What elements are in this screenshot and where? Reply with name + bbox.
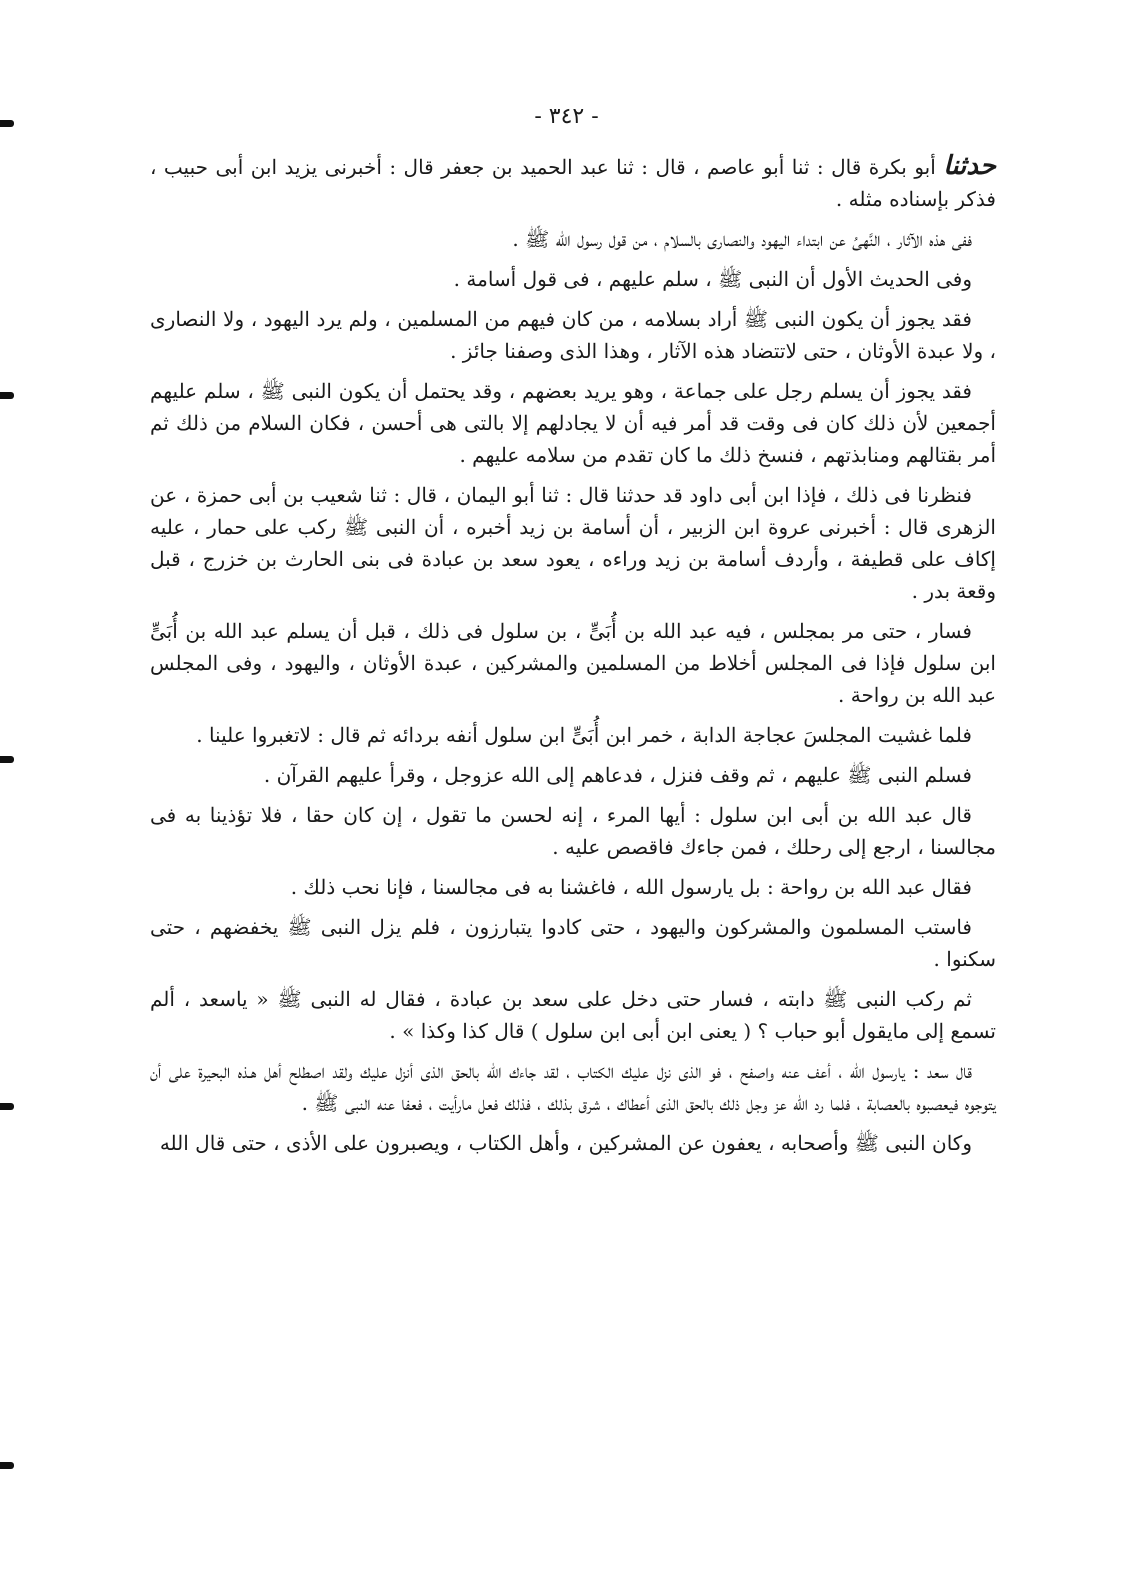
paragraph-text: فاستب المسلمون والمشركون واليهود ، حتى كادوا يتبارزون ، فلم يزل النبى ﷺ يخفضهم ، حتى سكنوا . [150, 915, 996, 971]
paragraph-text: فقد يجوز أن يكون النبى ﷺ أراد بسلامه ، من كان فيهم من المسلمين ، ولم يرد اليهود ، ولا النصارى ، ولا عبدة الأوثان ، حتى لاتتضاد هذه الآثار ، وهذا الذى وصفنا جائز . [150, 307, 996, 363]
paragraph [150, 479, 996, 607]
paragraph [150, 615, 996, 711]
paragraph-text: وفى الحديث الأول أن النبى ﷺ ، سلم عليهم ، فى قول أسامة . [453, 267, 972, 291]
paragraph-text: وكان النبى ﷺ وأصحابه ، يعفون عن المشركين ، وأهل الكتاب ، ويصبرون على الأذى ، حتى قال الله [159, 1131, 972, 1155]
paragraph [150, 911, 996, 975]
paragraph [150, 303, 996, 367]
paragraph [150, 375, 996, 471]
paragraph [150, 759, 996, 791]
paragraph-lead: حدثنا [943, 151, 996, 181]
edge-mark [0, 756, 14, 763]
edge-mark [0, 392, 14, 399]
paragraph [150, 1055, 996, 1119]
paragraph [150, 263, 996, 295]
paragraph [150, 799, 996, 863]
paragraph-text: ففى هذه الآثار ، النَّهىُ عن ابتداء اليهود والنصارى بالسلام ، من قول رسول الله ﷺ . [512, 227, 972, 251]
paragraph [150, 150, 996, 215]
paragraph-text: فقال عبد الله بن رواحة : بل يارسول الله ، فاغشنا به فى مجالسنا ، فإنا نحب ذلك . [290, 875, 972, 899]
paragraph-text: ثم ركب النبى ﷺ دابته ، فسار حتى دخل على سعد بن عبادة ، فقال له النبى ﷺ « ياسعد ، ألم تسمع إلى مايقول أبو حباب ؟ ( يعنى ابن أبى ابن سلول ) قال كذا وكذا » . [150, 987, 996, 1043]
edge-mark [0, 1103, 14, 1110]
paragraph-text: فسار ، حتى مر بمجلس ، فيه عبد الله بن أُبَىٍّ ، بن سلول فى ذلك ، قبل أن يسلم عبد الله بن أُبَىٍّ ابن سلول فإذا فى المجلس أخلاط من المسلمين والمشركين ، عبدة الأوثان ، واليهود ، وفى المجلس عبد الله بن رواحة . [150, 619, 996, 707]
paragraph [150, 983, 996, 1047]
paragraph [150, 1127, 996, 1159]
paragraph-text: فلما غشيت المجلسَ عجاجة الدابة ، خمر ابن أُبَىٍّ ابن سلول أنفه بردائه ثم قال : لاتغبروا علينا . [196, 723, 972, 747]
paragraph-text: فسلم النبى ﷺ عليهم ، ثم وقف فنزل ، فدعاهم إلى الله عزوجل ، وقرأ عليهم القرآن . [263, 763, 972, 787]
edge-mark [0, 1462, 14, 1469]
paragraph-text: قال سعد : يارسول الله ، أعف عنه واصفح ، فو الذى نزل عليك الكتاب ، لقد جاءك الله بالحق الذى أنزل عليك ولقد اصطلح أهل هـذه البحيرة على أن يتوجوه فيعصبوه بالعصابة ، فلما رد الله عز وجل ذلك بالحق الذى أعطاك ، شرق بذلك ، فذلك فعل مارأيت ، فعفا عنه النبى ﷺ . [150, 1059, 996, 1115]
paragraph-text: أبو بكرة قال : ثنا أبو عاصم ، قال : ثنا عبد الحميد بن جعفر قال : أخبرنى يزيد ابن أبى حبيب ، فذكر بإسناده مثله . [150, 155, 996, 211]
paragraph-text: فقد يجوز أن يسلم رجل على جماعة ، وهو يريد بعضهم ، وقد يحتمل أن يكون النبى ﷺ ، سلم عليهم أجمعين لأن ذلك كان فى وقت قد أمر فيه أن لا يجادلهم إلا بالتى هى أحسن ، فكان السلام من ذلك ثم أمر بقتالهم ومنابذتهم ، فنسخ ذلك ما كان تقدم من سلامه عليهم . [150, 379, 996, 467]
paragraph [150, 719, 996, 751]
paragraph [150, 871, 996, 903]
paragraph [150, 223, 996, 255]
page-number: - ٣٤٢ - [534, 104, 599, 129]
paragraph-text: قال عبد الله بن أبى ابن سلول : أيها المرء ، إنه لحسن ما تقول ، إن كان حقا ، فلا تؤذينا به فى مجالسنا ، ارجع إلى رحلك ، فمن جاءك فاقصص عليه . [150, 803, 996, 859]
paragraph-text: فنظرنا فى ذلك ، فإذا ابن أبى داود قد حدثنا قال : ثنا أبو اليمان ، قال : ثنا شعيب بن أبى حمزة ، عن الزهرى قال : أخبرنى عروة ابن الزبير ، أن أسامة بن زيد أخبره ، أن النبى ﷺ ركب على حمار ، عليه إكاف على قطيفة ، وأردف أسامة بن زيد وراءه ، يعود سعد بن عبادة فى بنى الحارث بن خزرج ، قبل وقعة بدر . [150, 483, 996, 603]
body-text [150, 150, 996, 1167]
